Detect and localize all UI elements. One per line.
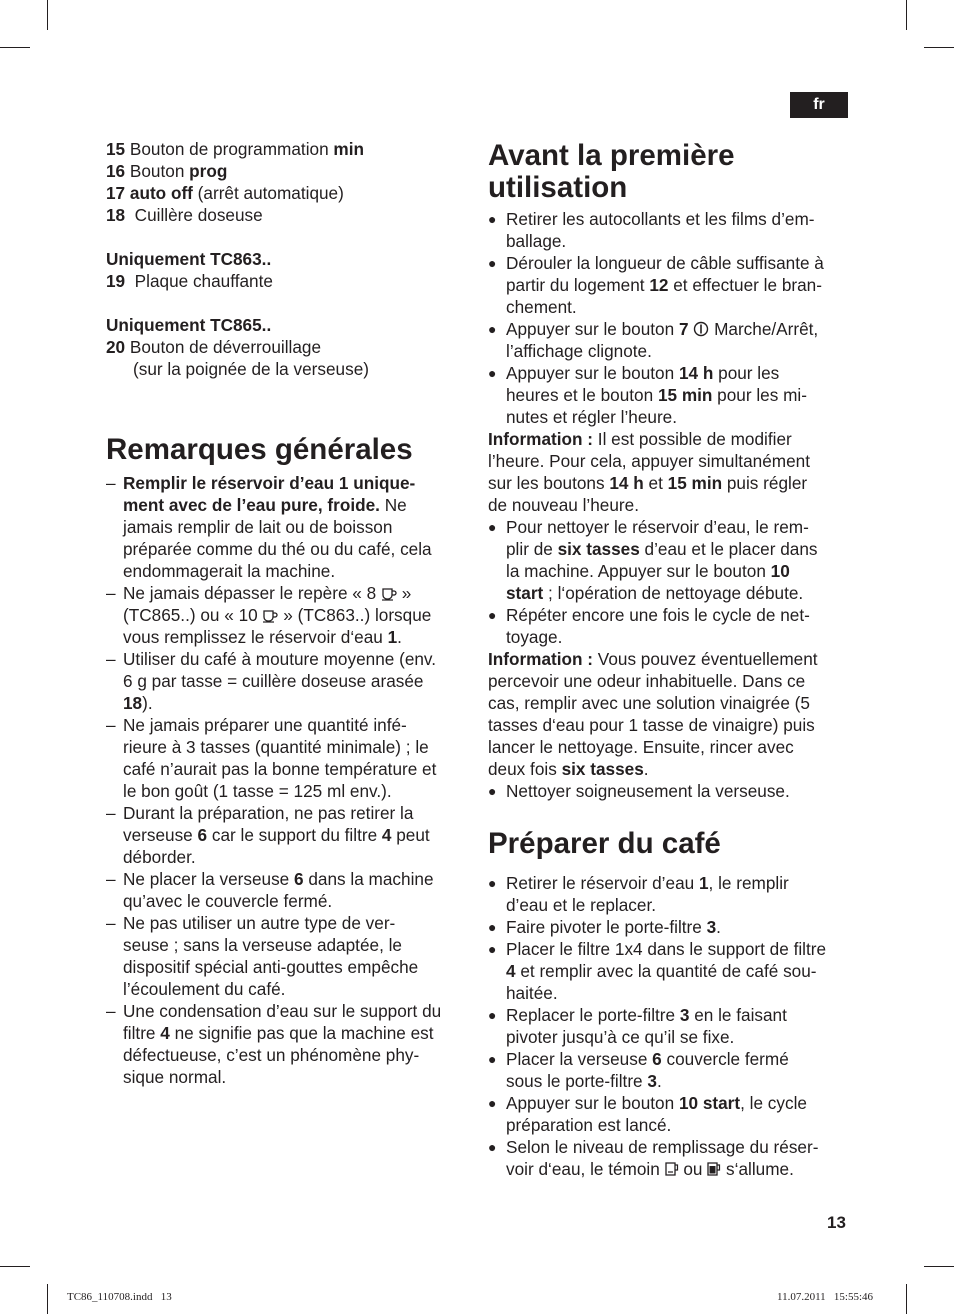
remarques-title: Remarques générales — [106, 433, 413, 466]
right-column — [488, 138, 850, 1180]
remarque-item: – Remplir le réservoir d’eau 1 unique- ment avec de l’eau pure, froide. Ne jamais remplir de lait ou de boisson préparée comme du thé ou du café, cela endommagerait la machine. — [106, 473, 432, 581]
page-number: 13 — [827, 1213, 846, 1232]
preparer-item: ● Placer le filtre 1x4 dans le support de filtre 4 et remplir avec la quantité de café sou- haitée. — [488, 939, 827, 1003]
bullet-marker: ● — [488, 941, 497, 957]
preparer-item: ● Appuyer sur le bouton 10 start, le cycle préparation est lancé. — [488, 1093, 807, 1135]
part-20: 20 Bouton de déverrouillage — [106, 337, 322, 357]
part-17: 17 auto off (arrêt automatique) — [106, 183, 344, 203]
dash-marker: – — [106, 869, 116, 889]
avant-item: ● Retirer les autocollants et les films d’em- ballage. — [488, 209, 815, 251]
cup-icon — [262, 609, 278, 623]
crop-mark — [0, 47, 30, 48]
dash-marker: – — [106, 473, 116, 493]
preparer-item: ● Faire pivoter le porte-filtre 3. — [488, 917, 721, 937]
cup-icon — [381, 587, 397, 601]
bullet-marker: ● — [488, 1095, 497, 1111]
dash-marker: – — [106, 649, 116, 669]
avant-item: ● Pour nettoyer le réservoir d’eau, le rem- plir de six tasses d’eau et le placer dans la machine. Appuyer sur le bouton 10 start ; l‘opération de nettoyage débute. — [488, 517, 818, 603]
bullet-marker: ● — [488, 1051, 497, 1067]
crop-mark — [906, 1284, 907, 1314]
dash-marker: – — [106, 803, 116, 823]
avant-list-c — [488, 780, 850, 802]
info-paragraph-1: Information : Il est possible de modifier l’heure. Pour cela, appuyer simultanément sur les boutons 14 h et 15 min puis régler de nouveau l’heure. — [488, 429, 810, 515]
avant-item: ● Dérouler la longueur de câble suffisante à partir du logement 12 et effectuer le bran- chement. — [488, 253, 824, 317]
dash-marker: – — [106, 715, 116, 735]
remarque-item: – Ne placer la verseuse 6 dans la machine qu’avec le couvercle fermé. — [106, 869, 434, 911]
part-19: 19 Plaque chauffante — [106, 271, 273, 291]
parts-list — [106, 138, 468, 226]
avant-item: ● Appuyer sur le bouton 7 Marche/Arrêt, l’affichage clignote. — [488, 319, 819, 361]
crop-mark — [47, 0, 48, 30]
part-18: 18 Cuillère doseuse — [106, 205, 263, 225]
preparer-item: ● Replacer le porte-filtre 3 en le faisant pivoter jusqu’à ce qu’il se fixe. — [488, 1005, 787, 1047]
preparer-title: Préparer du café — [488, 827, 721, 860]
bullet-marker: ● — [488, 607, 497, 623]
dash-marker: – — [106, 583, 116, 603]
part-16: 16 Bouton prog — [106, 161, 228, 181]
dash-marker: – — [106, 1001, 116, 1021]
part-20-sub: (sur la poignée de la verseuse) — [133, 359, 369, 379]
crop-mark — [924, 47, 954, 48]
crop-mark — [906, 0, 907, 30]
avant-list-a — [488, 208, 850, 428]
remarque-item: – Ne jamais dépasser le repère « 8 » (TC865..) ou « 10 » (TC863..) lorsque vous remplissez le réservoir d‘eau 1. — [106, 583, 432, 647]
bullet-marker: ● — [488, 211, 497, 227]
remarque-item: – Ne jamais préparer une quantité infé- rieure à 3 tasses (quantité minimale) ; le café n’aurait pas la bonne température et le bon goût (1 tasse = 125 ml env.). — [106, 715, 437, 801]
bullet-marker: ● — [488, 1007, 497, 1023]
dash-marker: – — [106, 913, 116, 933]
crop-mark — [47, 1284, 48, 1314]
slug-date: 11.07.2011 15:55:46 — [777, 1291, 874, 1303]
avant-title: Avant la première utilisation — [488, 139, 735, 204]
preparer-item: ● Selon le niveau de remplissage du réser- voir d‘eau, le témoin ou s‘allume. — [488, 1137, 819, 1179]
bullet-marker: ● — [488, 255, 497, 271]
remarque-item: – Durant la préparation, ne pas retirer la verseuse 6 car le support du filtre 4 peut déborder. — [106, 803, 430, 867]
crop-mark — [924, 1266, 954, 1267]
bullet-marker: ● — [488, 1139, 497, 1155]
language-tab: fr — [790, 92, 848, 118]
remarque-item: – Une condensation d’eau sur le support du filtre 4 ne signifie pas que la machine est défectueuse, c’est un phénomène phy- sique normal. — [106, 1001, 442, 1087]
bullet-marker: ● — [488, 783, 497, 799]
avant-item: ● Répéter encore une fois le cycle de net- toyage. — [488, 605, 810, 647]
remarque-item: – Ne pas utiliser un autre type de ver- seuse ; sans la verseuse adaptée, le dispositif spécial anti-gouttes empêche l’écoulement du café. — [106, 913, 419, 999]
crop-mark — [0, 1266, 30, 1267]
bullet-marker: ● — [488, 321, 497, 337]
power-icon — [693, 321, 709, 337]
info-paragraph-2: Information : Vous pouvez éventuellement percevoir une odeur inhabituelle. Dans ce cas, remplir avec une solution vinaigrée (5 tasses d‘eau pour 1 tasse de vinaigre) puis lancer le nettoyage. Ensuite, rincer avec deux fois six tasses. — [488, 649, 818, 779]
preparer-item: ● Placer la verseuse 6 couvercle fermé sous le porte-filtre 3. — [488, 1049, 789, 1091]
preparer-item: ● Retirer le réservoir d’eau 1, le remplir d’eau et le replacer. — [488, 873, 789, 915]
bullet-marker: ● — [488, 365, 497, 381]
slug-file: TC86_110708.indd 13 — [67, 1291, 172, 1303]
tc863-heading: Uniquement TC863.. — [106, 249, 272, 269]
bullet-marker: ● — [488, 875, 497, 891]
left-column — [106, 138, 468, 1088]
bullet-marker: ● — [488, 919, 497, 935]
avant-item: ● Appuyer sur le bouton 14 h pour les heures et le bouton 15 min pour les mi- nutes et régler l’heure. — [488, 363, 807, 427]
avant-item: ● Nettoyer soigneusement la verseuse. — [488, 781, 790, 801]
jug-small-icon — [665, 1161, 679, 1177]
bullet-marker: ● — [488, 519, 497, 535]
remarques-list — [106, 472, 468, 1088]
remarque-item: – Utiliser du café à mouture moyenne (env. 6 g par tasse = cuillère doseuse arasée 18). — [106, 649, 437, 713]
part-15: 15 Bouton de programmation min — [106, 139, 364, 159]
jug-full-icon — [707, 1161, 721, 1177]
tc865-heading: Uniquement TC865.. — [106, 315, 272, 335]
avant-list-b — [488, 516, 850, 648]
preparer-list — [488, 872, 850, 1180]
